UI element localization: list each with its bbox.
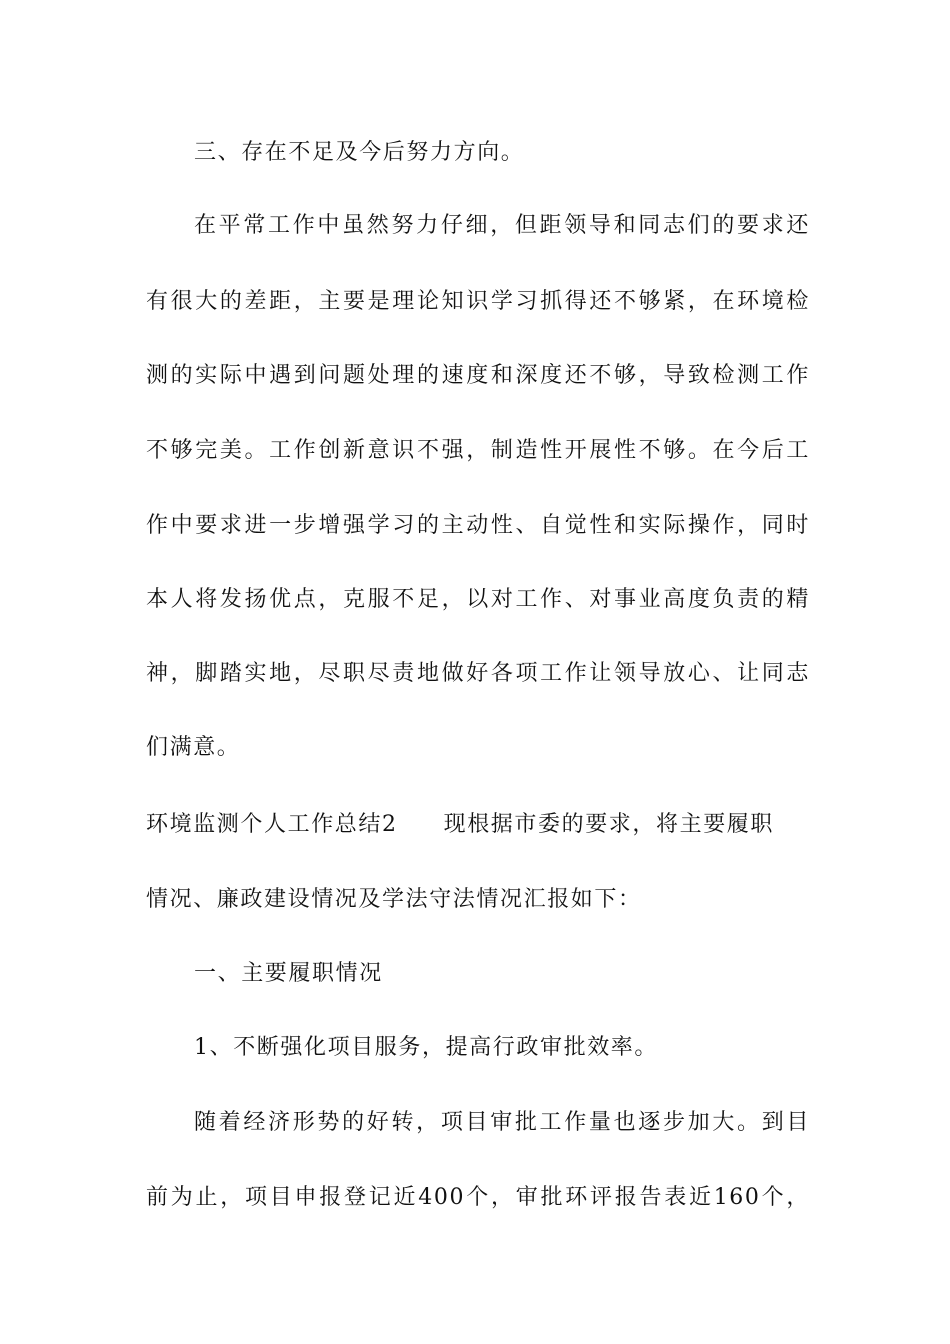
list-item-heading: 1、不断强化项目服务，提高行政审批效率。 (194, 1035, 658, 1060)
paragraph-line: 情况、廉政建设情况及学法守法情况汇报如下： (146, 887, 642, 912)
paragraph-line: 神，脚踏实地，尽职尽责地做好各项工作让领导放心、让同志 (146, 661, 810, 686)
paragraph-line: 测的实际中遇到问题处理的速度和深度还不够，导致检测工作 (146, 363, 810, 388)
paragraph-line: 随着经济形势的好转，项目审批工作量也逐步加大。到目 (194, 1110, 810, 1135)
paragraph-line: 在平常工作中虽然努力仔细，但距领导和同志们的要求还 (194, 213, 810, 238)
section-heading: 三、存在不足及今后努力方向。 (194, 140, 525, 165)
paragraph-line: 不够完美。工作创新意识不强，制造性开展性不够。在今后工 (146, 438, 810, 463)
paragraph-line: 有很大的差距，主要是理论知识学习抓得还不够紧，在环境检 (146, 289, 810, 314)
paragraph-line: 本人将发扬优点，克服不足，以对工作、对事业高度负责的精 (146, 587, 810, 612)
paragraph-line: 前为止，项目申报登记近400个，审批环评报告表近160个， (146, 1185, 810, 1210)
paragraph-line: 们满意。 (146, 735, 241, 760)
summary-intro: 现根据市委的要求，将主要履职 (443, 812, 775, 837)
summary-title-line (146, 807, 810, 843)
paragraph-line: 作中要求进一步增强学习的主动性、自觉性和实际操作，同时 (146, 513, 810, 538)
section-heading: 一、主要履职情况 (194, 961, 383, 986)
summary-title: 环境监测个人工作总结2 (146, 812, 398, 837)
